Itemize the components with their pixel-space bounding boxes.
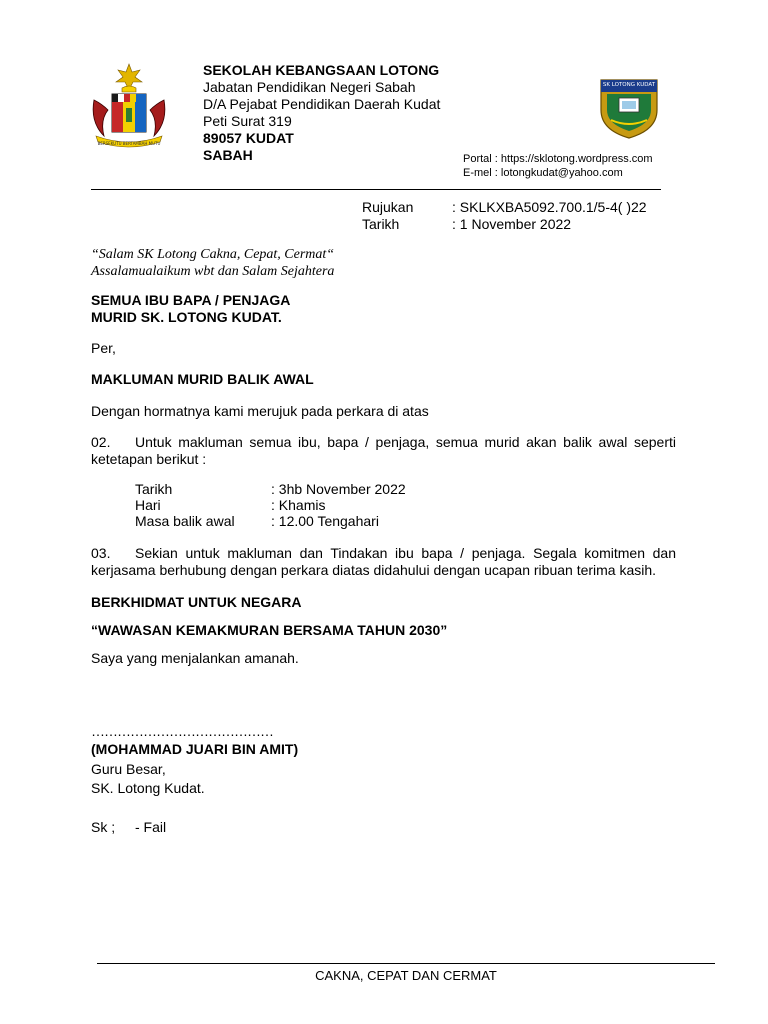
- address-line-2: D/A Pejabat Pendidikan Daerah Kudat: [203, 96, 441, 112]
- signer-name: (MOHAMMAD JUARI BIN AMIT): [91, 741, 299, 757]
- badge-text: SK LOTONG KUDAT: [602, 82, 656, 88]
- rujukan-value: : SKLKXBA5092.700.1/5-4( )22: [452, 199, 647, 215]
- detail-label-tarikh: Tarikh: [135, 481, 173, 497]
- subject-title: MAKLUMAN MURID BALIK AWAL: [91, 371, 314, 387]
- address-postcode: 89057 KUDAT: [203, 130, 294, 146]
- rujukan-label: Rujukan: [362, 199, 414, 215]
- signer-org: SK. Lotong Kudat.: [91, 780, 205, 796]
- amanah-line: Saya yang menjalankan amanah.: [91, 650, 299, 666]
- signature-dots: ……………………………………: [91, 723, 273, 739]
- tarikh-value: : 1 November 2022: [452, 216, 572, 232]
- recipient-line-2: MURID SK. LOTONG KUDAT.: [91, 309, 282, 325]
- paragraph-02: [91, 434, 676, 468]
- detail-label-hari: Hari: [135, 497, 161, 513]
- coat-of-arms-logo: [86, 60, 172, 150]
- sk-label: Sk ;: [91, 819, 116, 835]
- salam-greeting: Assalamualaikum wbt dan Salam Sejahtera: [91, 264, 335, 279]
- intro-paragraph: Dengan hormatnya kami merujuk pada perkara di atas: [91, 403, 429, 419]
- svg-text:BERSEKUTU BERTAMBAH MUTU: BERSEKUTU BERTAMBAH MUTU: [97, 141, 161, 146]
- slogan-berkhidmat: BERKHIDMAT UNTUK NEGARA: [91, 594, 302, 610]
- paragraph-02-text: Untuk makluman semua ibu, bapa / penjaga, semua murid akan balik awal seperti ketetapan berikut :: [91, 434, 676, 467]
- signer-title: Guru Besar,: [91, 761, 166, 777]
- email-link[interactable]: E-mel : lotongkudat@yahoo.com: [463, 167, 623, 179]
- detail-value-hari: : Khamis: [271, 497, 326, 513]
- footer-motto: CAKNA, CEPAT DAN CERMAT: [315, 968, 497, 983]
- header-divider: [91, 189, 661, 190]
- detail-value-tarikh: : 3hb November 2022: [271, 481, 406, 497]
- portal-link[interactable]: Portal : https://sklotong.wordpress.com: [463, 153, 653, 165]
- address-line-1: Jabatan Pendidikan Negeri Sabah: [203, 79, 416, 95]
- paragraph-02-number: 02.: [91, 434, 111, 450]
- address-state: SABAH: [203, 147, 253, 163]
- school-badge-logo: [597, 76, 661, 140]
- sk-value: - Fail: [135, 819, 167, 835]
- address-line-3: Peti Surat 319: [203, 113, 292, 129]
- recipient-line-1: SEMUA IBU BAPA / PENJAGA: [91, 292, 291, 308]
- paragraph-03-number: 03.: [91, 545, 111, 561]
- slogan-wawasan: “WAWASAN KEMAKMURAN BERSAMA TAHUN 2030”: [91, 622, 448, 638]
- tarikh-label: Tarikh: [362, 216, 400, 232]
- motto-quote: “Salam SK Lotong Cakna, Cepat, Cermat“: [91, 247, 335, 262]
- detail-label-masa: Masa balik awal: [135, 513, 235, 529]
- per-salutation: Per,: [91, 340, 116, 356]
- detail-value-masa: : 12.00 Tengahari: [271, 513, 379, 529]
- paragraph-03: [91, 545, 676, 579]
- footer-divider: [97, 963, 715, 964]
- school-name: SEKOLAH KEBANGSAAN LOTONG: [203, 62, 440, 78]
- paragraph-03-text: Sekian untuk makluman dan Tindakan ibu bapa / penjaga. Segala komitmen dan kerjasama berhubung dengan perkara diatas didahului dengan ucapan ribuan terima kasih.: [91, 545, 676, 578]
